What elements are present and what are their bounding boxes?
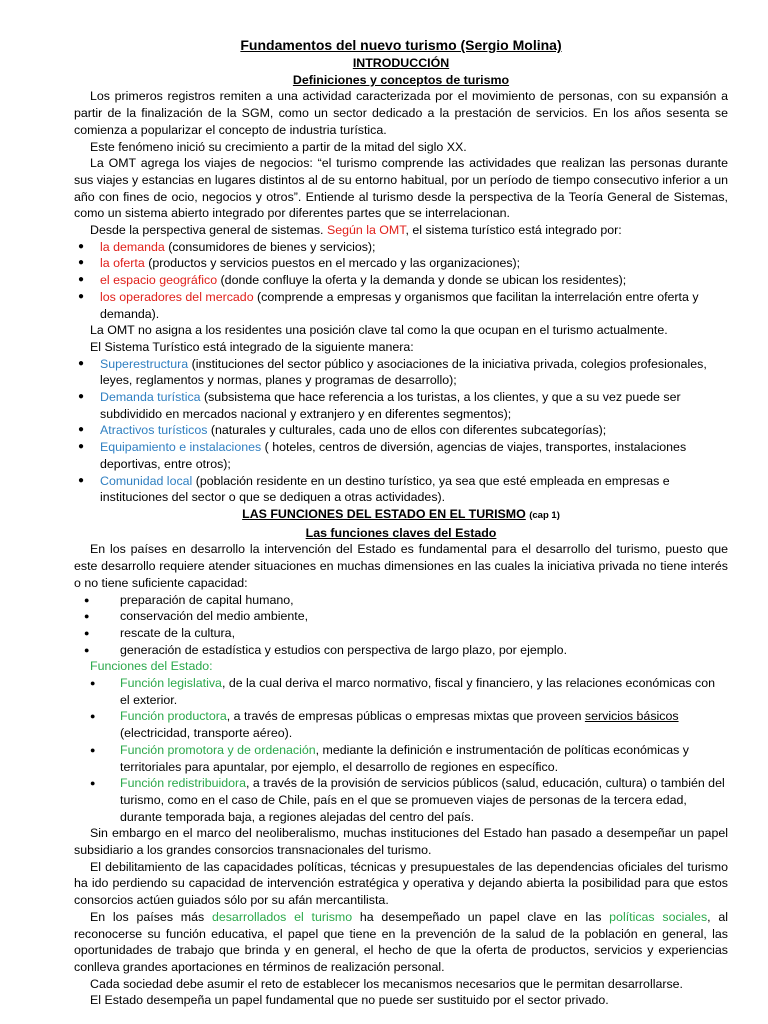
text: (electricidad, transporte aéreo). bbox=[120, 726, 293, 741]
paragraph bbox=[74, 222, 728, 239]
term: Demanda turística bbox=[100, 390, 201, 405]
list-item bbox=[74, 389, 728, 422]
text: (consumidores de bienes y servicios); bbox=[164, 239, 376, 254]
term: Función productora bbox=[120, 709, 227, 724]
paragraph bbox=[74, 909, 728, 976]
text: (población residente en un destino turístico, ya sea que esté empleada en empresas e instituciones del sector o que se dediquen a otras actividades). bbox=[100, 473, 670, 505]
heading-text: LAS FUNCIONES DEL ESTADO EN EL TURISMO bbox=[242, 506, 526, 521]
text: , el sistema turístico está integrado por: bbox=[405, 223, 622, 238]
term: la oferta bbox=[100, 256, 145, 271]
list-item bbox=[74, 742, 728, 775]
term: los operadores del mercado bbox=[100, 289, 254, 304]
text: , de la cual deriva el marco normativo, fiscal y financiero, y las relaciones económicas con el exterior. bbox=[120, 676, 716, 707]
list-item: ● generación de estadística y estudios con perspectiva de largo plazo, por ejemplo. bbox=[74, 642, 728, 659]
list-item: ● conservación del medio ambiente, bbox=[74, 608, 728, 625]
list-item bbox=[74, 422, 728, 439]
list-item bbox=[74, 356, 728, 389]
state-functions-list bbox=[74, 675, 728, 825]
text: En los países más bbox=[90, 909, 212, 924]
paragraph: Este fenómeno inició su crecimiento a partir de la mitad del siglo XX. bbox=[90, 139, 467, 154]
underlined-text: servicios básicos bbox=[584, 709, 679, 724]
term: Comunidad local bbox=[100, 473, 193, 488]
term: Atractivos turísticos bbox=[100, 423, 208, 438]
highlight-text: Según la OMT bbox=[326, 223, 406, 238]
text: (productos y servicios puestos en el mercado y las organizaciones); bbox=[144, 256, 521, 271]
term: Función promotora y de ordenación bbox=[120, 742, 316, 757]
intro-heading: INTRODUCCIÓN bbox=[352, 56, 450, 70]
highlight-text: políticas sociales bbox=[609, 909, 708, 924]
paragraph: Sin embargo en el marco del neoliberalismo, muchas instituciones del Estado han pasado a desempeñar un papel subsidiario a los grandes consorcios transnacionales del turismo. bbox=[74, 826, 728, 858]
list-item: ● preparación de capital humano, bbox=[74, 592, 728, 609]
paragraph: La OMT agrega los viajes de negocios: “el turismo comprende las actividades que realizan las personas durante sus viajes y estancias en lugares distintos al de su entorno habitual, por un período de tiempo consecutivo inferior a un año con fines de ocio, negocios y otros”. Entiende al turismo desde la perspectiva de la Teoría General de Sistemas, como un sistema abierto integrado por diferentes partes que se interrelacionan. bbox=[74, 156, 728, 221]
term: Superestructura bbox=[100, 356, 189, 371]
list-item bbox=[74, 775, 728, 825]
chapter-note: (cap 1) bbox=[529, 509, 560, 521]
paragraph: El Estado desempeña un papel fundamental que no puede ser sustituido por el sector privado. bbox=[90, 993, 609, 1008]
paragraph: Cada sociedad debe asumir el reto de establecer los mecanismos necesarios que le permitan desarrollarse. bbox=[90, 976, 683, 991]
paragraph: El debilitamiento de las capacidades políticas, técnicas y presupuestales de las dependencias oficiales del turismo ha ido perdiendo su capacidad de intervención estratégica y operativa y dejando abierta la posibilidad para que estos consorcios actúen guiados sólo por su afán mercantilista. bbox=[74, 859, 728, 908]
text: , mediante la definición e instrumentación de políticas económicas y territoriales para apuntalar, por ejemplo, el desarrollo de regiones en específico. bbox=[120, 742, 689, 774]
key-functions-list bbox=[74, 592, 728, 659]
list-item bbox=[74, 708, 728, 741]
list-item bbox=[74, 289, 728, 322]
paragraph: En los países en desarrollo la intervención del Estado es fundamental para el desarrollo del turismo, puesto que este desarrollo requiere atender situaciones en muchas dimensiones en las cuales la iniciativa privada no tiene interés o no tiene suficiente capacidad: bbox=[74, 542, 728, 590]
text: (instituciones del sector público y asociaciones de la iniciativa privada, colegios profesionales, leyes, reglamentos y normas, planes y programas de desarrollo); bbox=[100, 356, 707, 388]
omt-system-list bbox=[74, 239, 728, 323]
list-item bbox=[74, 239, 728, 256]
text: (naturales y culturales, cada uno de ellos con diferentes subcategorías); bbox=[207, 423, 607, 438]
list-item: ● rescate de la cultura, bbox=[74, 625, 728, 642]
text: ha desempeñado un papel clave en las bbox=[352, 909, 610, 924]
list-item bbox=[74, 272, 728, 289]
text: (comprende a empresas y organismos que facilitan la interrelación entre oferta y demanda). bbox=[100, 289, 699, 321]
text: , al reconocerse su función educativa, el papel que tiene en la prevención de la salud de la población en general, las oportunidades de trabajo que brinda y en general, el hecho de que la oferta de productos, servicios y experiencias conlleva grandes aportaciones en términos de realización personal. bbox=[74, 909, 728, 974]
key-functions-heading: Las funciones claves del Estado bbox=[305, 525, 497, 540]
highlight-text: desarrollados el turismo bbox=[211, 909, 353, 924]
paragraph: El Sistema Turístico está integrado de la siguiente manera: bbox=[90, 339, 414, 354]
paragraph: La OMT no asigna a los residentes una posición clave tal como la que ocupan en el turismo actualmente. bbox=[90, 323, 668, 338]
document-title: Fundamentos del nuevo turismo (Sergio Molina) bbox=[240, 37, 562, 53]
term: el espacio geográfico bbox=[100, 273, 218, 288]
text: ( hoteles, centros de diversión, agencias de viajes, transportes, instalaciones deportivas, entre otros); bbox=[100, 440, 687, 471]
text: (donde confluye la oferta y la demanda y donde se ubican los residentes); bbox=[217, 273, 627, 288]
term: la demanda bbox=[100, 239, 165, 254]
list-item bbox=[74, 473, 728, 506]
list-item bbox=[74, 439, 728, 472]
text: , a través de la provisión de servicios públicos (salud, educación, cultura) o también del turismo, como en el caso de Chile, país en el que se promueven viajes de personas de la tercera edad, durante temporada baja, a regiones alejadas del centro del país. bbox=[120, 776, 725, 824]
functions-label: Funciones del Estado: bbox=[90, 659, 213, 674]
term: Equipamiento e instalaciones bbox=[100, 440, 262, 455]
text: Desde la perspectiva general de sistemas. bbox=[90, 223, 324, 238]
paragraph: Los primeros registros remiten a una actividad caracterizada por el movimiento de personas, con su expansión a partir de la finalización de la SGM, como un sector dedicado a la prestación de servicios. En los años sesenta se comienza a popularizar el concepto de industria turística. bbox=[74, 89, 728, 137]
state-functions-heading bbox=[74, 506, 728, 525]
list-item bbox=[74, 255, 728, 272]
text: (subsistema que hace referencia a los turistas, a los clientes, y que a su vez puede ser subdividido en mercados nacional y extranjero y en diferentes segmentos); bbox=[100, 390, 681, 421]
term: Función redistribuidora bbox=[120, 776, 247, 791]
definitions-heading: Definiciones y conceptos de turismo bbox=[292, 72, 510, 87]
text: , a través de empresas públicas o empresas mixtas que proveen bbox=[226, 709, 585, 724]
list-item bbox=[74, 675, 728, 708]
tourism-system-list bbox=[74, 356, 728, 506]
term: Función legislativa bbox=[120, 676, 222, 691]
